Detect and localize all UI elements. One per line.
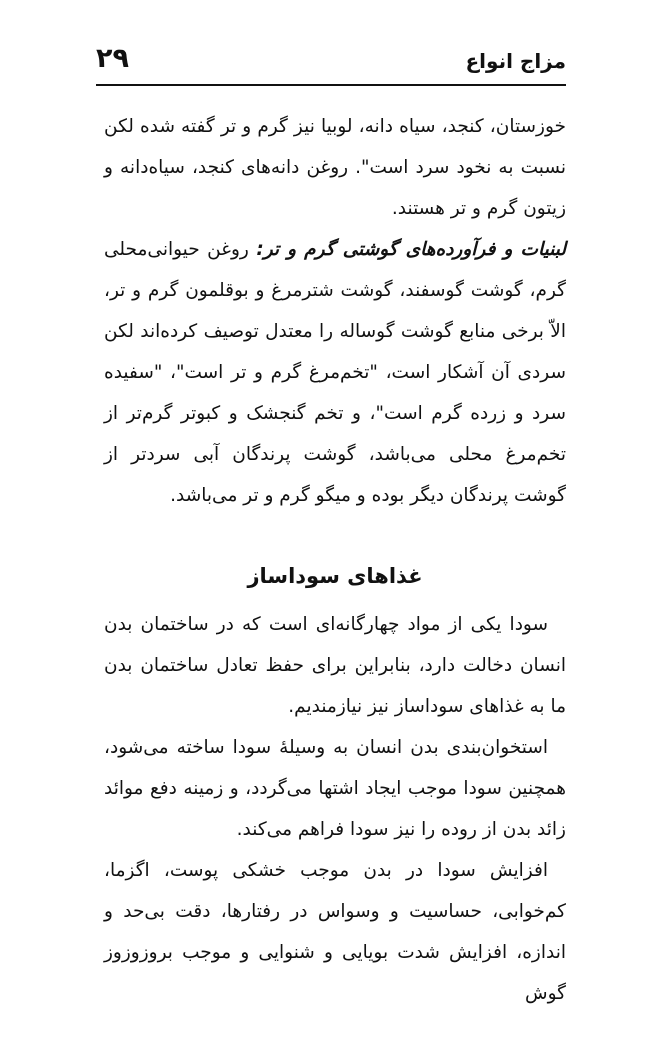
body-text bbox=[104, 106, 566, 516]
running-title: مزاج انواع bbox=[465, 49, 566, 73]
paragraph: سودا یکی از مواد چهارگانه‌ای است که در ساختمان بدن انسان دخالت دارد، بنابراین برای حفظ تعادل ساختمان بدن ما به غذاهای سوداساز نیز نیازمندیم. bbox=[104, 614, 566, 717]
section-heading: غذاهای سوداساز bbox=[247, 564, 423, 588]
paragraph-lead: لبنیات و فرآورده‌های گوشتی گرم و تر: bbox=[256, 239, 566, 260]
paragraph: افزایش سودا در بدن موجب خشکی پوست، اگزما، کم‌خوابی، حساسیت و وسواس در رفتارها، دقت بی‌حد و اندازه، افزایش شدت بویایی و شنوایی و موجب بروزوزوز گوش bbox=[104, 860, 566, 1004]
paragraph bbox=[104, 229, 566, 516]
page-number: ۲۹ bbox=[96, 43, 129, 74]
header-rule bbox=[96, 84, 566, 86]
page-header bbox=[96, 40, 566, 86]
paragraph: استخوان‌بندی بدن انسان به وسیلهٔ سودا ساخته می‌شود، همچنین سودا موجب ایجاد اشتها می‌گردد، و زمینه دفع موائد زائد بدن از روده را نیز سودا فراهم می‌کند. bbox=[104, 737, 566, 840]
section-text bbox=[104, 604, 566, 1014]
paragraph: خوزستان، کنجد، سیاه دانه، لوبیا نیز گرم و تر گفته شده لکن نسبت به نخود سرد است". روغن دانه‌های کنجد، سیاه‌دانه و زیتون گرم و تر هستند. bbox=[104, 116, 566, 219]
paragraph-body: روغن حیوانی‌محلی گرم، گوشت گوسفند، گوشت شترمرغ و بوقلمون گرم و تر، الاّ برخی منابع گوشت گوساله را معتدل توصیف کرده‌اند لکن سردی آن آشکار است، "تخم‌مرغ گرم و تر است"، "سفیده سرد و زرده گرم است"، و تخم گنجشک و کبوتر گرم‌تر از تخم‌مرغ محلی می‌باشد، گوشت پرندگان آبی سردتر از گوشت پرندگان دیگر بوده و میگو گرم و تر می‌باشد. bbox=[104, 239, 566, 506]
